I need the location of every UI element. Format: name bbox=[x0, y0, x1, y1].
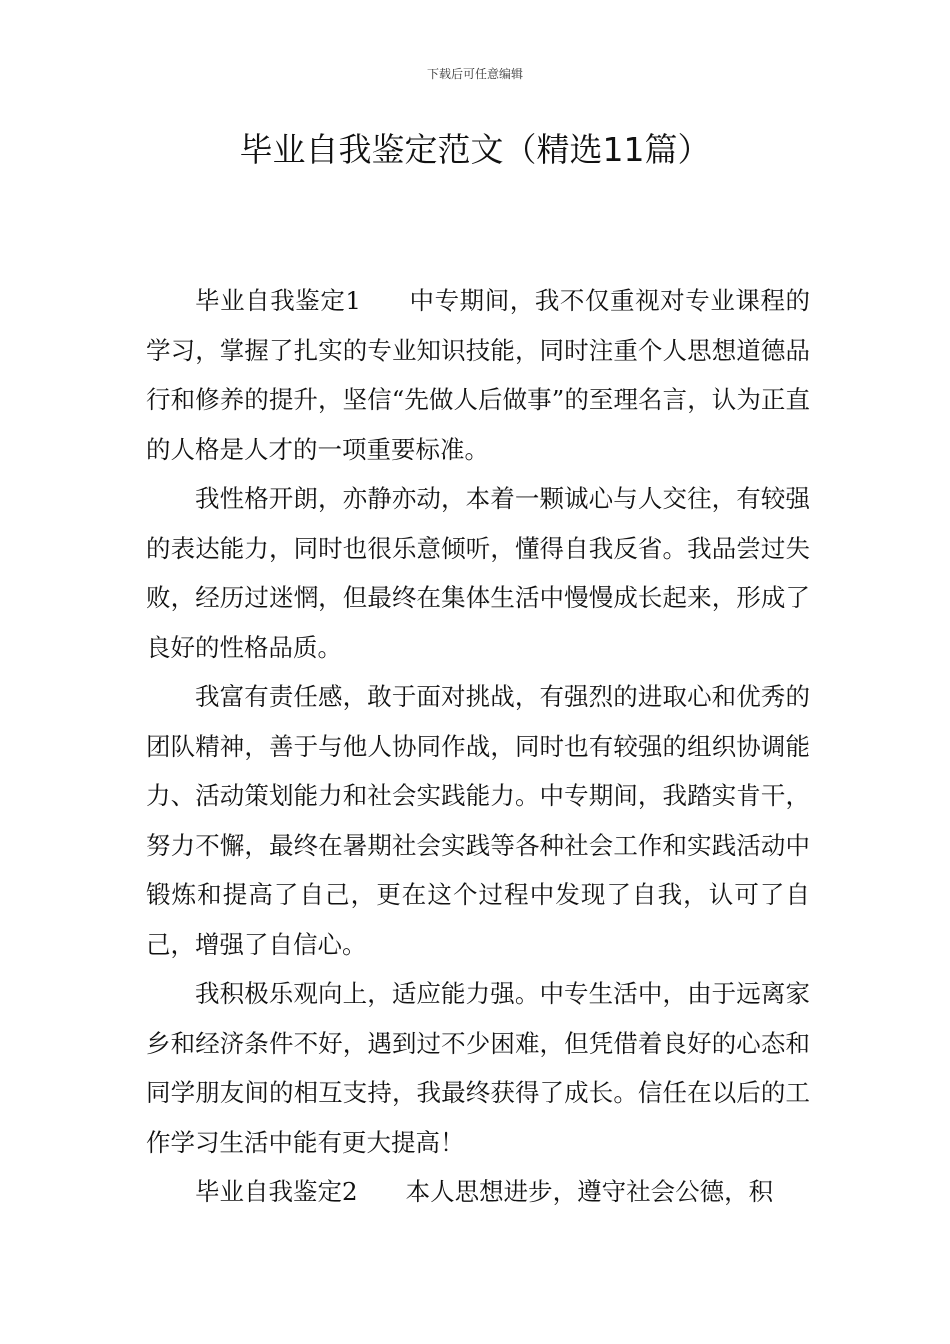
section-heading-1: 毕业自我鉴定1 bbox=[195, 286, 361, 315]
paragraph-3-text: 我富有责任感，敢于面对挑战，有强烈的进取心和优秀的团队精神，善于与他人协同作战，同时也有较强的组织协调能力、活动策划能力和社会实践能力。中专期间，我踏实肯干，努力不懈，最终在暑期社会实践等各种社会工作和实践活动中锻炼和提高了自己，更在这个过程中发现了自我，认可了自己，增强了自信心。 bbox=[146, 682, 810, 959]
document-body bbox=[146, 276, 810, 1217]
paragraph-4-text: 我积极乐观向上，适应能力强。中专生活中，由于远离家乡和经济条件不好，遇到过不少困难，但凭借着良好的心态和同学朋友间的相互支持，我最终获得了成长。信任在以后的工作学习生活中能有更大提高！ bbox=[146, 979, 810, 1157]
paragraph-1-text: 中专期间，我不仅重视对专业课程的学习，掌握了扎实的专业知识技能，同时注重个人思想道德品行和修养的提升，坚信“先做人后做事”的至理名言，认为正直的人格是人才的一项重要标准。 bbox=[146, 286, 811, 464]
paragraph-1 bbox=[146, 276, 810, 474]
paragraph-2 bbox=[146, 474, 810, 672]
paragraph-4 bbox=[146, 969, 810, 1167]
header-note: 下载后可任意编辑 bbox=[426, 67, 523, 81]
document-title: 毕业自我鉴定范文（精选11篇） bbox=[239, 130, 711, 169]
paragraph-3 bbox=[146, 672, 810, 969]
section-heading-2: 毕业自我鉴定2 bbox=[195, 1177, 358, 1206]
paragraph-5-text: 本人思想进步，遵守社会公德，积 bbox=[405, 1177, 774, 1206]
paragraph-5 bbox=[146, 1167, 810, 1217]
paragraph-2-text: 我性格开朗，亦静亦动，本着一颗诚心与人交往，有较强的表达能力，同时也很乐意倾听，懂得自我反省。我品尝过失败，经历过迷惘，但最终在集体生活中慢慢成长起来，形成了良好的性格品质。 bbox=[146, 484, 810, 662]
